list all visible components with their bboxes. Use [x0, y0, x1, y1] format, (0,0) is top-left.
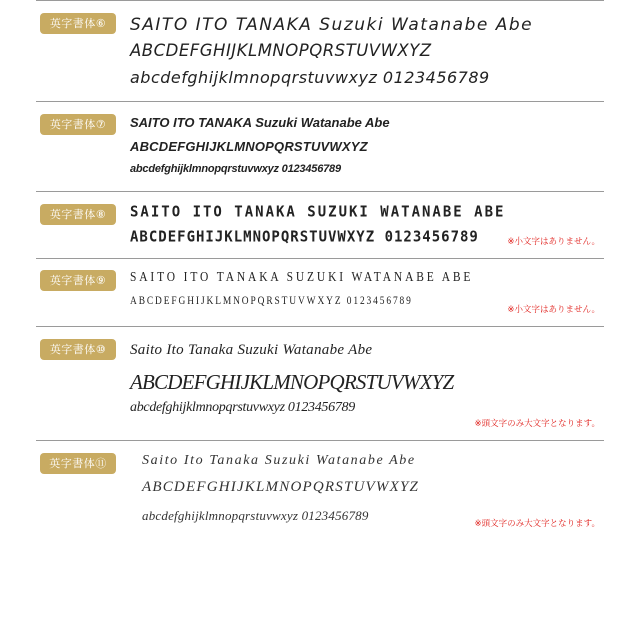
sample-uppercase: ABCDEFGHIJKLMNOPQRSTUVWXYZ	[130, 41, 432, 60]
note-initial-capital: ※頭文字のみ大文字となります。	[474, 419, 600, 429]
font-label-badge: 英字書体⑧	[40, 204, 116, 225]
sample-lowercase-digits: abcdefghijklmnopqrstuvwxyz 0123456789	[130, 400, 355, 415]
sample-names: Saito Ito Tanaka Suzuki Watanabe Abe	[130, 342, 373, 358]
sample-lowercase-digits: abcdefghijklmnopqrstuvwxyz 0123456789	[130, 68, 490, 87]
sample-names: SAITO ITO TANAKA SUZUKI WATANABE ABE	[130, 270, 474, 285]
note-no-lowercase: ※小文字はありません。	[507, 237, 600, 247]
sample-uppercase-digits: ABCDEFGHIJKLMNOPQRSTUVWXYZ 0123456789	[130, 229, 479, 246]
sample-uppercase-digits: ABCDEFGHIJKLMNOPQRSTUVWXYZ 0123456789	[130, 295, 413, 307]
font-label-badge: 英字書体⑥	[40, 13, 116, 34]
sample-uppercase: ABCDEFGHIJKLMNOPQRSTUVWXYZ	[130, 139, 368, 154]
font-label-badge: 英字書体⑩	[40, 339, 116, 360]
section-divider	[36, 191, 604, 192]
font-label-badge: 英字書体⑦	[40, 114, 116, 135]
sample-names: SAITO ITO TANAKA SUZUKI WATANABE ABE	[130, 204, 506, 221]
sample-names: SAITO ITO TANAKA Suzuki Watanabe Abe	[130, 115, 390, 130]
note-no-lowercase: ※小文字はありません。	[507, 305, 600, 315]
sample-uppercase: ABCDEFGHIJKLMNOPQRSTUVWXYZ	[142, 479, 420, 495]
sample-lowercase-digits: abcdefghijklmnopqrstuvwxyz 0123456789	[142, 508, 369, 523]
sample-uppercase: ABCDEFGHIJKLMNOPQRSTUVWXYZ	[130, 370, 454, 394]
font-label-badge: 英字書体⑨	[40, 270, 116, 291]
section-divider	[36, 258, 604, 259]
sample-names: Saito Ito Tanaka Suzuki Watanabe Abe	[142, 453, 416, 468]
section-divider	[36, 440, 604, 441]
font-label-badge: 英字書体⑪	[40, 453, 116, 474]
section-divider	[36, 101, 604, 102]
section-divider	[36, 0, 604, 1]
section-divider	[36, 326, 604, 327]
sample-names: SAITO ITO TANAKA Suzuki Watanabe Abe	[130, 15, 534, 35]
sample-lowercase-digits: abcdefghijklmnopqrstuvwxyz 0123456789	[130, 163, 341, 175]
note-initial-capital: ※頭文字のみ大文字となります。	[474, 519, 600, 529]
